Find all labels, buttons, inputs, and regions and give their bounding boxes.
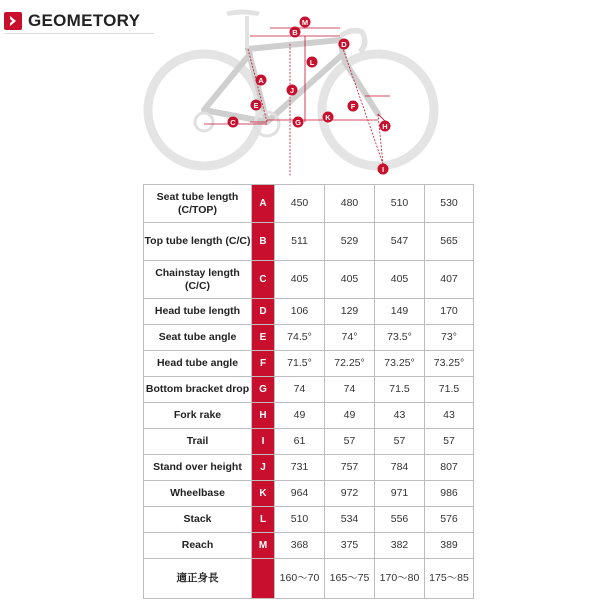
- table-cell: 175〜85: [425, 559, 474, 599]
- table-row: [144, 223, 474, 261]
- chevron-right-icon: [4, 12, 22, 30]
- row-letter-badge: [252, 559, 275, 599]
- table-cell: 757: [325, 455, 375, 481]
- table-cell: 43: [425, 403, 474, 429]
- table-cell: 407: [425, 261, 474, 299]
- table-cell: 530: [425, 185, 474, 223]
- row-letter-badge: A: [252, 185, 275, 223]
- table-cell: 73.25°: [375, 351, 425, 377]
- table-cell: 165〜75: [325, 559, 375, 599]
- row-letter-badge: F: [252, 351, 275, 377]
- row-label: Reach: [144, 533, 252, 559]
- row-label: Trail: [144, 429, 252, 455]
- table-cell: 74.5°: [275, 325, 325, 351]
- table-cell: 73.5°: [375, 325, 425, 351]
- table-cell: 511: [275, 223, 325, 261]
- header-divider: [4, 33, 154, 34]
- diagram-label-f: F: [350, 102, 356, 111]
- row-letter-badge: M: [252, 533, 275, 559]
- diagram-label-j: J: [289, 86, 295, 95]
- table-cell: 170〜80: [375, 559, 425, 599]
- diagram-label-g: G: [295, 118, 301, 127]
- table-cell: 74: [275, 377, 325, 403]
- table-cell: 71.5: [375, 377, 425, 403]
- table-row: [144, 377, 474, 403]
- table-cell: 534: [325, 507, 375, 533]
- bike-geometry-diagram: [140, 4, 440, 180]
- table-row: [144, 533, 474, 559]
- table-cell: 382: [375, 533, 425, 559]
- table-cell: 149: [375, 299, 425, 325]
- row-letter-badge: J: [252, 455, 275, 481]
- table-row: [144, 455, 474, 481]
- table-cell: 73°: [425, 325, 474, 351]
- table-cell: 49: [325, 403, 375, 429]
- table-cell: 986: [425, 481, 474, 507]
- table-row: [144, 185, 474, 223]
- table-cell: 57: [325, 429, 375, 455]
- table-cell: 72.25°: [325, 351, 375, 377]
- table-cell: 129: [325, 299, 375, 325]
- table-cell: 170: [425, 299, 474, 325]
- row-letter-badge: H: [252, 403, 275, 429]
- row-letter-badge: L: [252, 507, 275, 533]
- geometry-table: [143, 184, 474, 599]
- row-label: Wheelbase: [144, 481, 252, 507]
- table-cell: 71.5: [425, 377, 474, 403]
- diagram-label-b: B: [292, 28, 298, 37]
- bike-wheels: [148, 54, 434, 166]
- table-row: [144, 429, 474, 455]
- row-label: Chainstay length (C/C): [144, 261, 252, 299]
- table-cell: 972: [325, 481, 375, 507]
- row-label: Fork rake: [144, 403, 252, 429]
- table-cell: 57: [425, 429, 474, 455]
- table-row: [144, 325, 474, 351]
- table-cell: 57: [375, 429, 425, 455]
- table-cell: 480: [325, 185, 375, 223]
- table-cell: 405: [375, 261, 425, 299]
- table-cell: 49: [275, 403, 325, 429]
- table-cell: 74°: [325, 325, 375, 351]
- diagram-label-l: L: [309, 58, 315, 67]
- row-label: Seat tube length (C/TOP): [144, 185, 252, 223]
- row-letter-badge: I: [252, 429, 275, 455]
- row-label: Seat tube angle: [144, 325, 252, 351]
- row-label: Stack: [144, 507, 252, 533]
- table-cell: 368: [275, 533, 325, 559]
- table-row: [144, 481, 474, 507]
- table-row: [144, 507, 474, 533]
- section-title: GEOMETORY: [28, 11, 141, 30]
- row-letter-badge: C: [252, 261, 275, 299]
- table-cell: 389: [425, 533, 474, 559]
- row-label: Head tube length: [144, 299, 252, 325]
- table-cell: 576: [425, 507, 474, 533]
- diagram-label-h: H: [382, 122, 388, 131]
- table-cell: 510: [375, 185, 425, 223]
- table-cell: 73.25°: [425, 351, 474, 377]
- row-letter-badge: B: [252, 223, 275, 261]
- row-letter-badge: G: [252, 377, 275, 403]
- table-cell: 807: [425, 455, 474, 481]
- table-cell: 510: [275, 507, 325, 533]
- diagram-label-m: M: [301, 18, 309, 27]
- row-letter-badge: E: [252, 325, 275, 351]
- diagram-label-c: C: [230, 118, 236, 127]
- diagram-label-a: A: [258, 76, 264, 85]
- row-label: Stand over height: [144, 455, 252, 481]
- table-cell: 61: [275, 429, 325, 455]
- diagram-label-i: I: [381, 165, 385, 174]
- table-cell: 964: [275, 481, 325, 507]
- table-cell: 556: [375, 507, 425, 533]
- table-row: [144, 299, 474, 325]
- table-row: [144, 351, 474, 377]
- table-cell: 529: [325, 223, 375, 261]
- table-cell: 74: [325, 377, 375, 403]
- table-cell: 784: [375, 455, 425, 481]
- table-cell: 565: [425, 223, 474, 261]
- table-cell: 375: [325, 533, 375, 559]
- row-label: Bottom bracket drop: [144, 377, 252, 403]
- row-letter-badge: K: [252, 481, 275, 507]
- table-cell: 106: [275, 299, 325, 325]
- table-cell: 405: [275, 261, 325, 299]
- table-cell: 405: [325, 261, 375, 299]
- table-row: [144, 261, 474, 299]
- diagram-label-e: E: [253, 101, 259, 110]
- table-cell: 43: [375, 403, 425, 429]
- table-cell: 547: [375, 223, 425, 261]
- diagram-label-k: K: [325, 113, 331, 122]
- table-row: [144, 559, 474, 599]
- diagram-label-d: D: [341, 40, 347, 49]
- table-row: [144, 403, 474, 429]
- row-label: Top tube length (C/C): [144, 223, 252, 261]
- table-cell: 160〜70: [275, 559, 325, 599]
- table-cell: 971: [375, 481, 425, 507]
- row-label: Head tube angle: [144, 351, 252, 377]
- section-header: [4, 10, 140, 32]
- table-cell: 731: [275, 455, 325, 481]
- table-cell: 450: [275, 185, 325, 223]
- row-label: 適正身長: [144, 559, 252, 599]
- table-cell: 71.5°: [275, 351, 325, 377]
- row-letter-badge: D: [252, 299, 275, 325]
